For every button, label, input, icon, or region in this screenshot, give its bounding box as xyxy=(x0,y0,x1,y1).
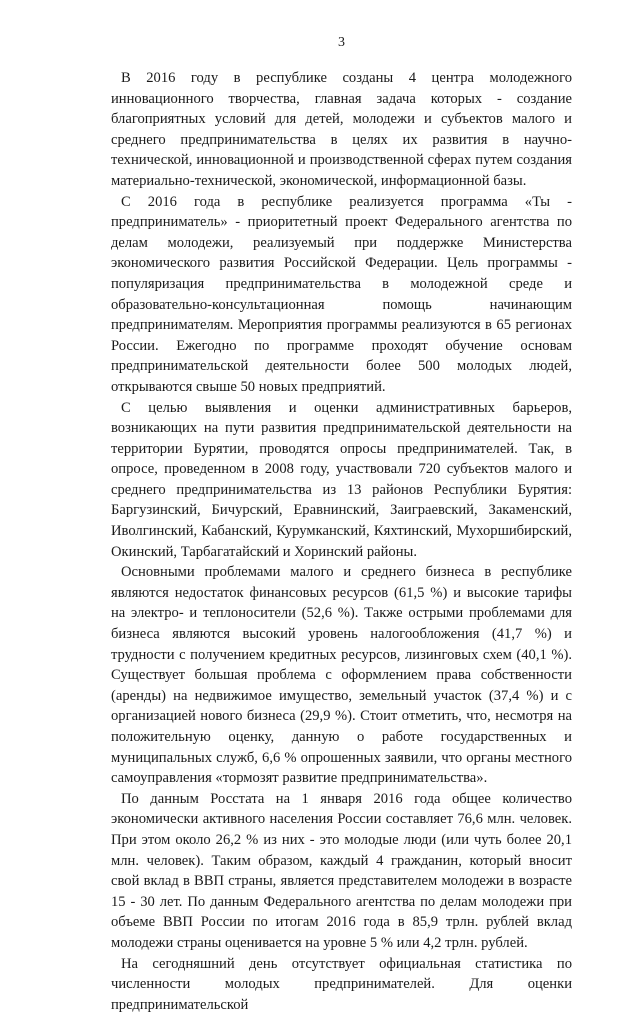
paragraph-you-are-entrepreneur-program: С 2016 года в республике реализуется программа «Ты - предприниматель» - приоритетный проект Федерального агентства по делам молодежи, реализуемый при поддержке Министерства экономического развития Российской Федерации. Цель программы - популяризация предпринимательства в молодежной среде и образовательно-консультационная помощь начинающим предпринимателям. Мероприятия программы реализуются в 65 регионах России. Ежегодно по программе проходят обучение основам предпринимательской деятельности более 500 молодых людей, открываются свыше 50 новых предприятий. xyxy=(111,193,572,395)
paragraph-entrepreneur-survey: С целью выявления и оценки административных барьеров, возникающих на пути развития предпринимательской деятельности на территории Бурятии, проводятся опросы предпринимателей. Так, в опросе, проведенном в 2008 году, участвовали 720 субъектов малого и среднего предпринимательства из 13 районов Республики Бурятия: Баргузинский, Бичурский, Еравнинский, Заиграевский, Закаменский, Иволгинский, Кабанский, Курумканский, Кяхтинский, Мухоршибирский, Окинский, Тарбагатайский и Хоринский районы. xyxy=(111,399,572,560)
paragraph-youth-innovation-centers: В 2016 году в республике созданы 4 центра молодежного инновационного творчества, главная задача которых - создание благоприятных условий для детей, молодежи и субъектов малого и среднего предпринимательства в целях их развития в научно-технической, инновационной и производственной сферах путем создания материально-технической, экономической, информационной базы. xyxy=(111,70,572,189)
paragraph-rosstat-data: По данным Росстата на 1 января 2016 года общее количество экономически активного населения России составляет 76,6 млн. человек. При этом около 26,2 % из них - это молодые люди (или чуть более 20,1 млн. человек). Таким образом, каждый 4 гражданин, который вносит свой вклад в ВВП страны, является представителем молодежи в возрасте 15 - 30 лет. По данным Федерального агентства по делам молодежи при объеме ВВП России по итогам 2016 года в 85,9 трлн. рублей вклад молодежи страны оценивается на уровне 5 % или 4,2 трлн. рублей. xyxy=(111,790,572,951)
paragraph-business-problems: Основными проблемами малого и среднего бизнеса в республике являются недостаток финансовых ресурсов (61,5 %) и высокие тарифы на электро- и теплоносители (52,6 %). Также острыми проблемами для бизнеса являются высокий уровень налогообложения (41,7 %) и трудности с получением кредитных ресурсов, лизинговых схем (40,1 %). Существует большая проблема с оформлением права собственности (аренды) на недвижимое имущество, земельный участок (37,4 %) и с организацией нового бизнеса (29,9 %). Стоит отметить, что, несмотря на положительную оценку, данную о работе государственных и муниципальных служб, 6,6 % опрошенных заявили, что органы местного самоуправления «тормозят развитие предпринимательства». xyxy=(111,564,572,787)
paragraph-statistics-absence: На сегодняшний день отсутствует официальная статистика по численности молодых предпринимателей. Для оценки предпринимательской xyxy=(111,955,572,1013)
page-number: 3 xyxy=(338,35,345,50)
